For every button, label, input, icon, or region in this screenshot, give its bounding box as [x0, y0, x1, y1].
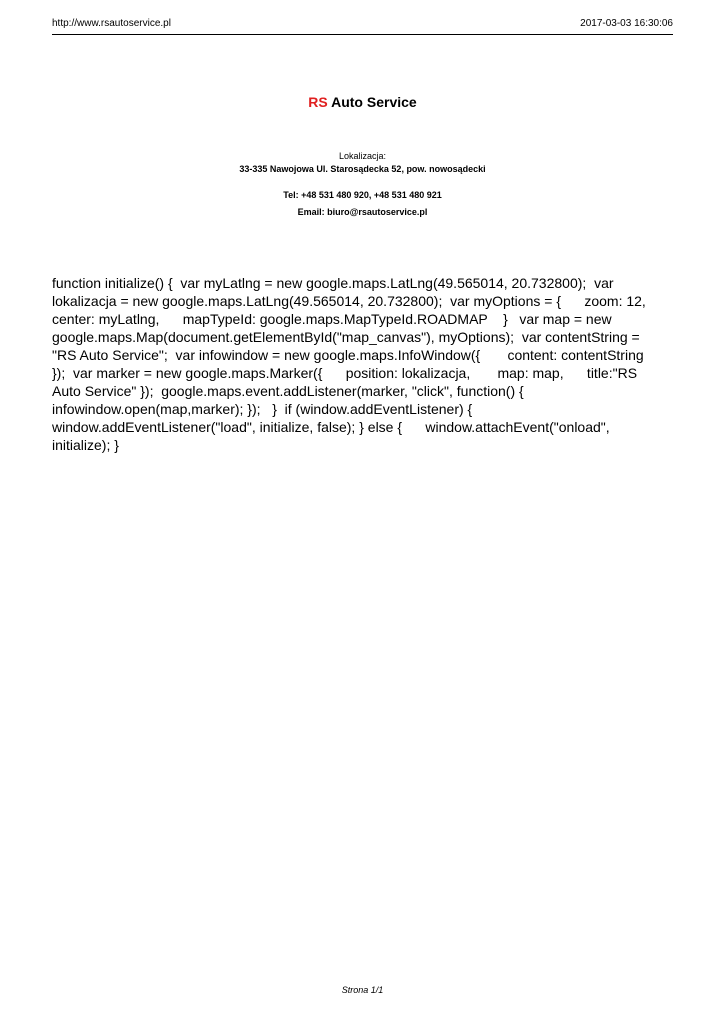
site-title-brand: RS: [308, 94, 328, 110]
map-script-text: function initialize() { var myLatlng = new google.maps.LatLng(49.565014, 20.732800); var lokalizacja = new google.maps.LatLng(49.565014, 20.732800); var myOptions = { zoom: 12, center: myLatlng, mapTypeId: google.maps.MapTypeId.ROADMAP } var map = new google.maps.Map(document.getElementById("map_canvas"), myOptions); var contentString = "RS Auto Service"; var infowindow = new google.maps.InfoWindow({ content: contentString }); var marker = new google.maps.Marker({ position: lokalizacja, map: map, title:"RS Auto Service" }); google.maps.event.addListener(marker, "click", function() { infowindow.open(map,marker); }); } if (window.addEventListener) { window.addEventListener("load", initialize, false); } else { window.attachEvent("onload", initialize); }: [52, 275, 666, 453]
print-timestamp: 2017-03-03 16:30:06: [580, 18, 673, 29]
site-title: [0, 94, 725, 110]
location-label: Lokalizacja:: [338, 151, 387, 161]
print-url: http://www.rsautoservice.pl: [52, 18, 171, 29]
print-header: [52, 16, 673, 35]
phone-line: Tel: +48 531 480 920, +48 531 480 921: [283, 190, 442, 200]
site-title-rest: Auto Service: [331, 94, 417, 110]
address-line: 33-335 Nawojowa Ul. Starosądecka 52, pow. nowosądecki: [239, 164, 486, 174]
email-line: Email: biuro@rsautoservice.pl: [297, 207, 428, 217]
page-number: Strona 1/1: [341, 985, 384, 995]
